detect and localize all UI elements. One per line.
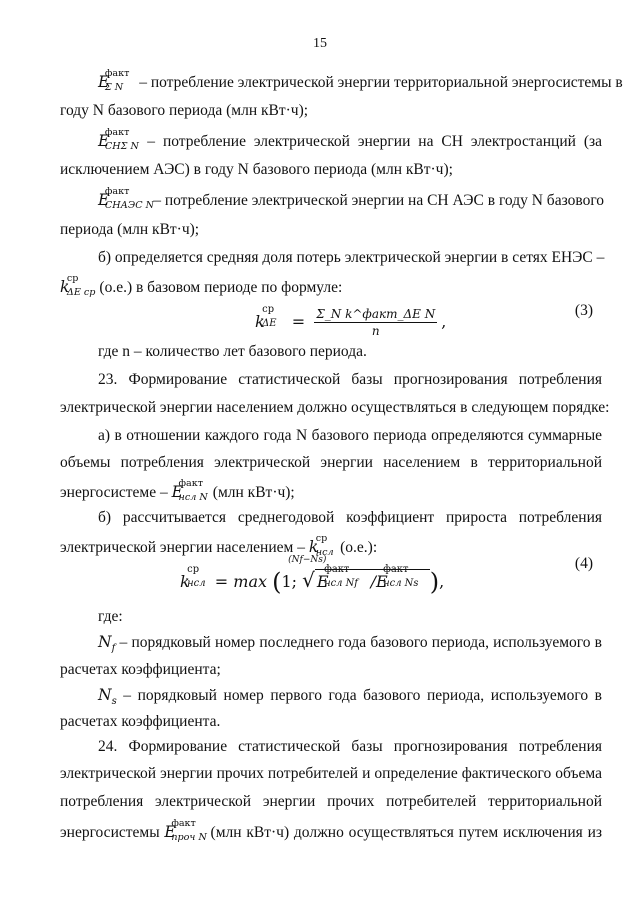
p23-line2: электрической энергии населением должно осуществляться в следующем порядке: (60, 399, 610, 416)
def-e-sn-line1 (98, 127, 603, 152)
def-e-sum-line1 (98, 68, 623, 93)
where-n-line: где n – количество лет базового периода. (98, 343, 367, 360)
equation-3: k ср ΔE = $\frac{\text{Σ\_N k\textasciicircum{}факт\_ΔE N}}{n}$ , (255, 303, 447, 338)
p24-line3: потребления электрической энергии прочих потребителей территориальной (60, 793, 602, 810)
def-e-sum-line2: году N базового периода (млн кВт·ч); (60, 102, 309, 119)
p24-line4: энергосистемы E факт проч N (млн кВт·ч) должно осуществляться путем исключения из (60, 818, 602, 843)
para-b1-line2: k ср ΔE ср (о.е.) в базовом периоде по формуле: (60, 273, 343, 298)
eq4-one: 1; (281, 572, 298, 591)
equation-4: k ср нсл = max (1; (Nf−Ns) √ E факт нсл Nf /E факт нсл Ns ), (180, 555, 445, 596)
def-e-sn-aes-line1 (98, 186, 605, 211)
page-number: 15 (313, 36, 327, 51)
p24-line2: электрической энергии прочих потребителей и определение фактического объема (60, 765, 602, 782)
eq3-denominator: n (371, 324, 380, 338)
eq4-lhs: k ср нсл (180, 563, 206, 591)
symbol-e-sn-aes: E факт СНАЭС N (98, 186, 155, 211)
def-e-sn-text: – потребление электрической энергии на СН электростанций (за (147, 133, 603, 150)
p23a-line1: а) в отношении каждого года N базового периода определяются суммарные (98, 427, 602, 444)
def-e-sn-line2: исключением АЭС) в году N базового периода (млн кВт·ч); (60, 161, 453, 178)
equation-4-number: (4) (574, 555, 593, 572)
symbol-e-sum: E факт Σ N (98, 68, 130, 93)
equation-3-number: (3) (574, 302, 593, 319)
p23b-line1: б) рассчитывается среднегодовой коэффициент прироста потребления (98, 509, 602, 526)
eq4-root-index: (Nf−Ns) (288, 555, 327, 565)
para-b1-line1: б) определяется средняя доля потерь электрической энергии в сетях ЕНЭС – (98, 249, 605, 266)
p23-line1: 23. Формирование статистической базы прогнозирования потребления (98, 371, 603, 388)
nf-line1: $N_f$ – порядковый номер последнего года базового периода, используемого в (98, 633, 603, 655)
where-line: где: (98, 608, 123, 625)
symbol-k-nsl: k ср нсл (308, 533, 334, 558)
eq4-max: max (233, 572, 268, 591)
symbol-e-proch: E факт проч N (164, 818, 207, 843)
ns-line2: расчетах коэффициента. (60, 713, 221, 730)
def-e-sn-aes-text: – потребление электрической энергии на СН АЭС в году N базового (153, 192, 605, 209)
eq3-fraction (314, 307, 437, 338)
eq3-lhs: k ср ΔE (255, 303, 277, 331)
p23a-line2: объемы потребления электрической энергии населением в территориальной (60, 454, 602, 471)
p23a-line3: энергосистеме – E факт нсл N (млн кВт·ч); (60, 478, 295, 503)
p23b-line2: электрической энергии населением – k ср нсл (о.е.): (60, 533, 378, 558)
symbol-k-de-sr: k ср ΔE ср (60, 273, 96, 298)
nf-line2: расчетах коэффициента; (60, 661, 221, 678)
symbol-e-sn: E факт СНΣ N (98, 127, 139, 152)
symbol-e-nsl: E факт нсл N (171, 478, 208, 503)
def-e-sn-aes-line2: периода (млн кВт·ч); (60, 221, 200, 238)
p24-line1: 24. Формирование статистической базы прогнозирования потребления (98, 738, 602, 755)
def-e-sum-text: – потребление электрической энергии территориальной энергосистемы в (139, 74, 623, 91)
ns-line1: $N_s$ – порядковый номер первого года базового периода, используемого в (98, 686, 602, 708)
eq4-root: (Nf−Ns) √ E факт нсл Nf /E факт нсл Ns (302, 568, 430, 592)
eq3-numerator: Σ_N k^факт_ΔE N (316, 307, 436, 321)
